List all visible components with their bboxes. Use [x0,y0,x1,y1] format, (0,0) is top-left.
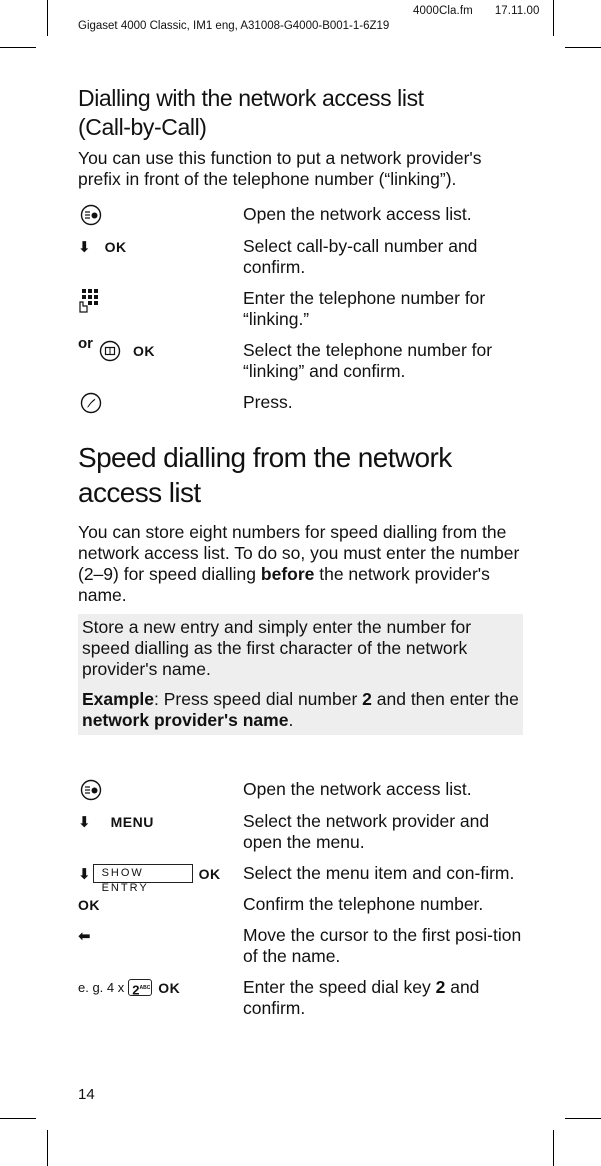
keycap-digit: 2 [132,982,140,998]
step-desc: Press. [243,392,293,412]
arrow-down-icon: ⬇ [78,813,91,831]
step-desc: Open the network access list. [243,779,472,799]
step-desc: Select the menu item and con-firm. [243,863,515,883]
step-item [78,779,523,801]
step-desc: Move the cursor to the first posi-tion of the name. [243,925,522,966]
section1-steps [78,204,523,414]
section1-title [78,84,523,142]
step-desc-bold: 2 [435,977,446,997]
ok-softkey: OK [158,979,181,996]
phonebook-key-icon [97,340,123,362]
example-label: Example [82,689,154,709]
section1-title-line1: Dialling with the network access list [78,85,424,111]
menu-softkey: MENU [110,813,154,830]
crop-mark [565,47,601,48]
page-number: 14 [78,1086,95,1103]
header-date: 17.11.00 [494,5,540,17]
note-text: Store a new entry and simply enter the number for speed dialling as the first character of the network provider's name. [82,617,472,679]
crop-mark [553,1130,554,1166]
example-text-2: and then enter the [371,689,519,709]
step-desc: Confirm the telephone number. [243,894,484,914]
step-item [78,204,523,226]
step-desc: Enter the telephone number for “linking.” [243,288,486,329]
display-menu-item: SHOW ENTRY [93,864,193,883]
or-label: or [78,334,93,352]
crop-mark [553,0,554,36]
ok-softkey: OK [104,238,127,255]
ok-softkey: OK [78,896,100,913]
step-item [78,236,523,278]
note-example [82,689,519,731]
header-filename: 4000Cla.fm [413,5,473,17]
crop-mark [0,47,36,48]
section2-steps [78,779,523,1019]
page-content [78,84,523,1029]
crop-mark [565,1118,601,1119]
step-desc: Select call-by-call number and confirm. [243,236,478,277]
step-item [78,334,523,382]
digit-2-key [128,979,152,996]
step-item [78,863,523,894]
repeat-hint: e. g. 4 x [78,980,125,995]
section1-intro: You can use this function to put a network provider's prefix in front of the telephone number (“linking”). [78,148,482,189]
section2-intro-bold: before [260,564,315,584]
step-desc: Open the network access list. [243,204,472,224]
network-access-key-icon [78,779,104,801]
example-text: : Press speed dial number [153,689,363,709]
ok-softkey: OK [133,343,155,359]
arrow-down-icon: ⬇ [78,238,91,256]
network-access-key-icon [78,204,104,226]
step-item [78,925,523,967]
talk-key-icon [78,392,104,414]
section2-intro-text: You can store eight numbers for speed dialling from the network access list. To do so, you must enter the number (2–9) for speed dialling [78,522,520,584]
crop-mark [47,1130,48,1166]
example-bold: network provider's name [82,710,289,730]
step-desc [243,977,523,1019]
keycap-letters: ABC [139,985,151,991]
arrow-down-icon: ⬇ [78,865,91,883]
header-model-line: Gigaset 4000 Classic, IM1 eng, A31008-G4000-B001-1-6Z19 [78,20,390,32]
section2-intro [78,522,523,606]
keypad-icon [78,288,102,314]
section2-title: Speed dialling from the network access list [78,442,452,508]
ok-softkey: OK [198,865,221,882]
header-file-info [413,5,540,17]
step-item [78,811,523,853]
crop-mark [47,0,48,36]
step-item [78,288,523,330]
step-desc: Select the telephone number for “linking” and confirm. [243,340,493,381]
step-item [78,894,523,915]
arrow-left-icon: ⬅ [78,927,91,945]
step-item [78,392,523,414]
step-item [78,977,523,1019]
step-desc: Select the network provider and open the menu. [243,811,490,852]
example-number: 2 [362,689,372,709]
note-box [78,614,523,735]
section1-title-line2: (Call-by-Call) [78,114,207,140]
example-end: . [288,710,294,730]
section2-intro-text-end: the network provider's name. [78,564,490,605]
crop-mark [0,1118,36,1119]
step-desc-end: and confirm. [243,977,480,1018]
step-desc-text: Enter the speed dial key [243,977,436,997]
